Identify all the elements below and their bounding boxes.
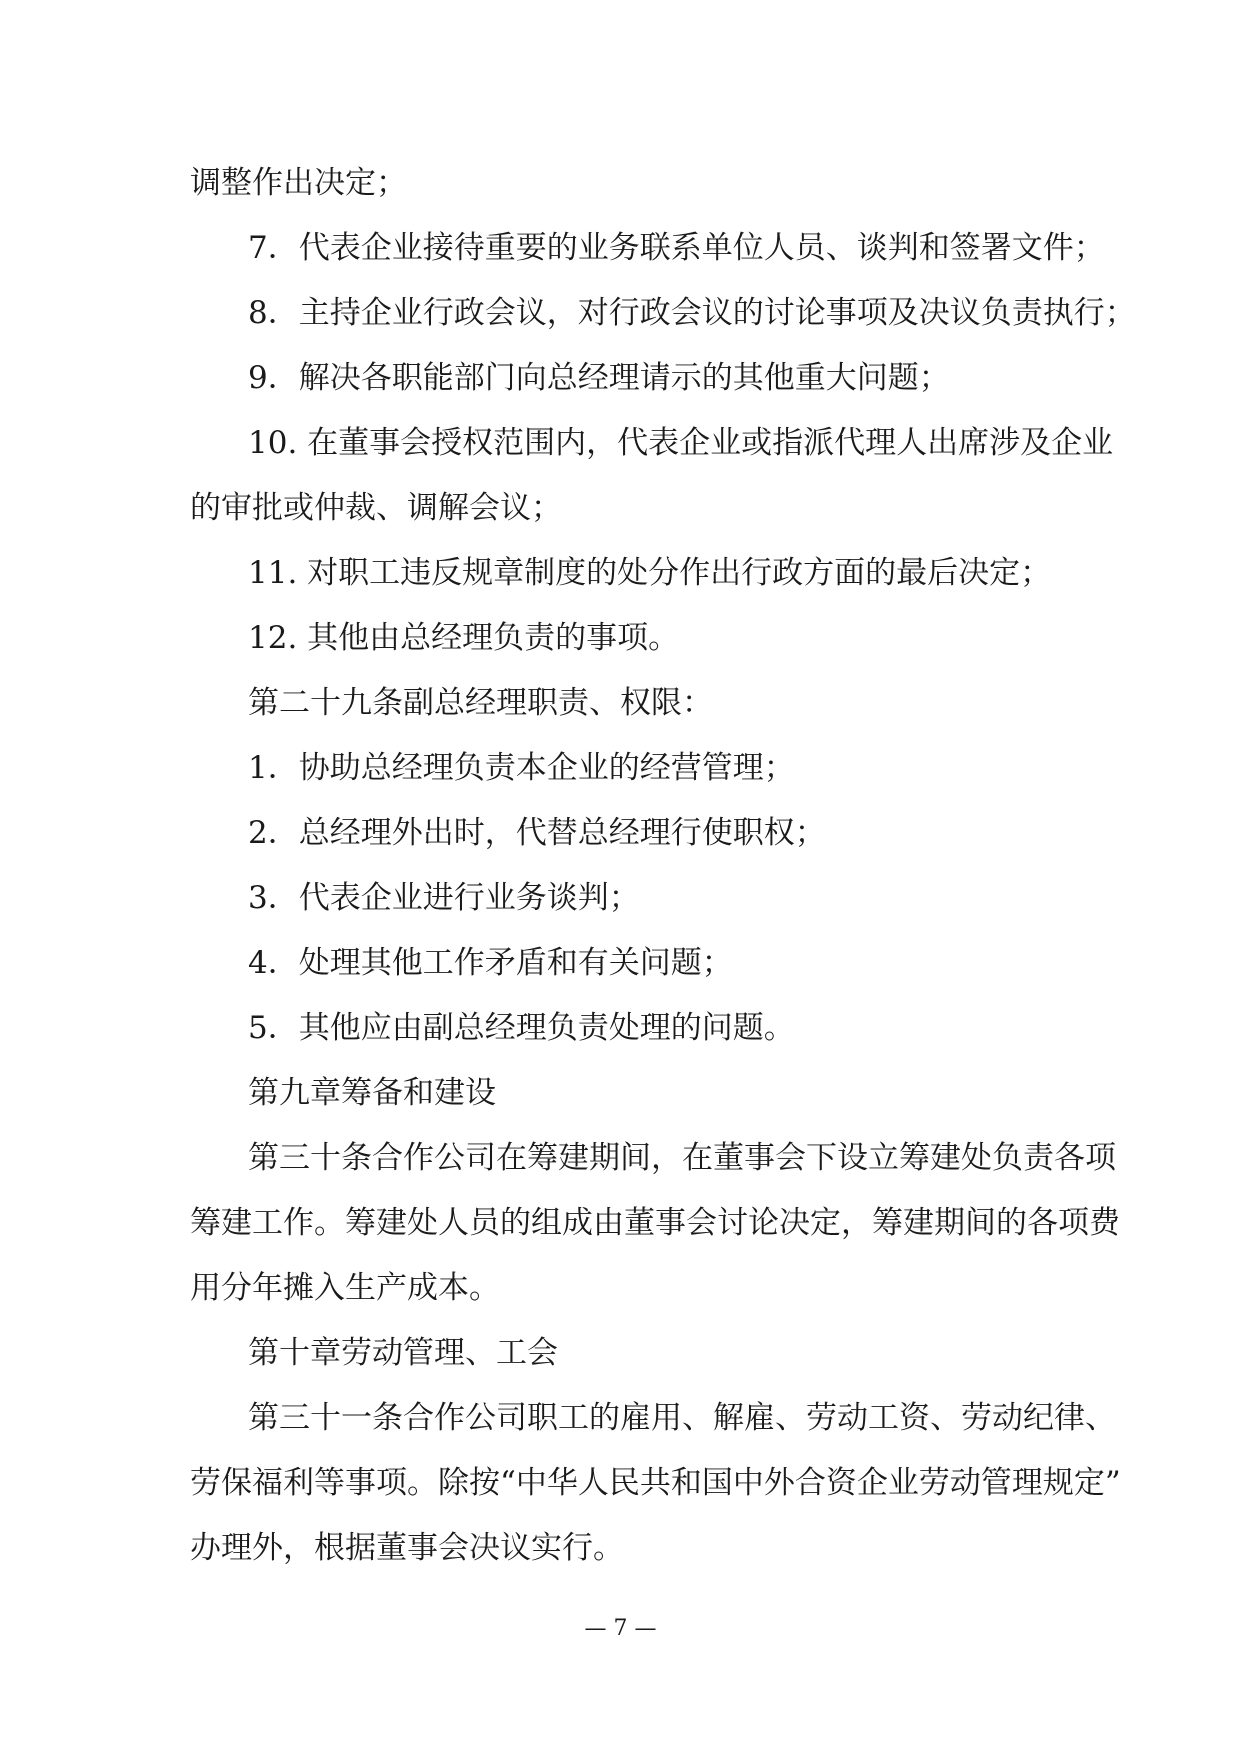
- list-item: 12. 其他由总经理负责的事项。: [248, 620, 680, 656]
- chapter-heading: 第十章劳动管理、工会: [248, 1335, 558, 1371]
- text-line: 的审批或仲裁、调解会议；: [190, 490, 562, 526]
- list-item: 9．解决各职能部门向总经理请示的其他重大问题；: [248, 360, 950, 396]
- chapter-heading: 第九章筹备和建设: [248, 1075, 496, 1111]
- list-item: 2．总经理外出时，代替总经理行使职权；: [248, 815, 826, 851]
- list-item: 11. 对职工违反规章制度的处分作出行政方面的最后决定；: [248, 555, 1052, 591]
- list-item: 4．处理其他工作矛盾和有关问题；: [248, 945, 733, 981]
- list-item: 3．代表企业进行业务谈判；: [248, 880, 640, 916]
- paragraph-line: 劳保福利等事项。除按“中华人民共和国中外合资企业劳动管理规定”: [190, 1465, 1121, 1501]
- paragraph-line: 筹建工作。筹建处人员的组成由董事会讨论决定，筹建期间的各项费: [190, 1205, 1120, 1241]
- article-heading: 第二十九条副总经理职责、权限：: [248, 685, 713, 721]
- paragraph-line: 第三十一条合作公司职工的雇用、解雇、劳动工资、劳动纪律、: [248, 1400, 1116, 1436]
- list-item: 10. 在董事会授权范围内，代表企业或指派代理人出席涉及企业: [248, 425, 1114, 461]
- paragraph-line: 第三十条合作公司在筹建期间，在董事会下设立筹建处负责各项: [248, 1140, 1116, 1176]
- paragraph-line: 用分年摊入生产成本。: [190, 1270, 500, 1306]
- list-item: 5．其他应由副总经理负责处理的问题。: [248, 1010, 795, 1046]
- page-number: — 7 —: [584, 1616, 657, 1641]
- list-item: 8．主持企业行政会议，对行政会议的讨论事项及决议负责执行；: [248, 295, 1136, 331]
- text-line: 调整作出决定；: [190, 165, 407, 201]
- list-item: 7．代表企业接待重要的业务联系单位人员、谈判和签署文件；: [248, 230, 1105, 266]
- list-item: 1．协助总经理负责本企业的经营管理；: [248, 750, 795, 786]
- paragraph-line: 办理外，根据董事会决议实行。: [190, 1530, 624, 1566]
